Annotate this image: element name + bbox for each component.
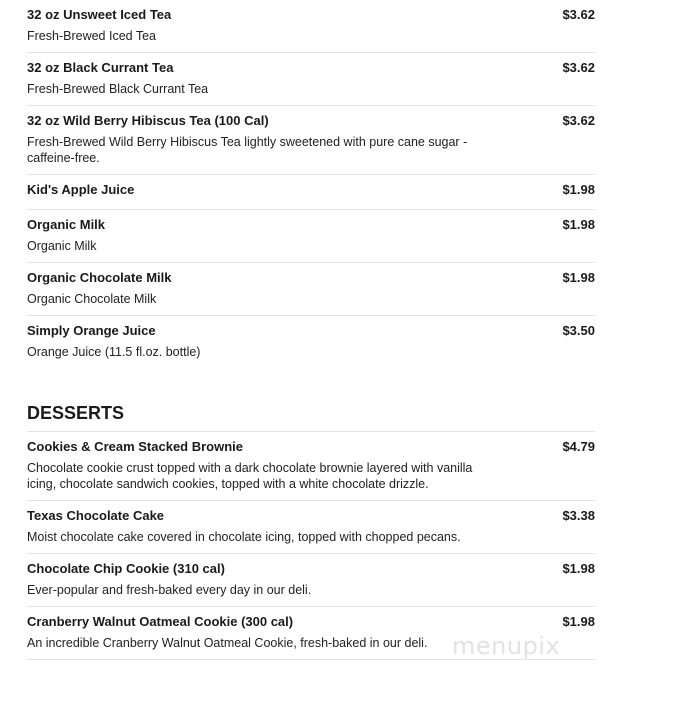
item-description: Fresh-Brewed Iced Tea [27,29,156,43]
item-name: Kid's Apple Juice [27,182,135,197]
item-description: Ever-popular and fresh-baked every day in our deli. [27,583,312,597]
item-description: Fresh-Brewed Black Currant Tea [27,82,209,96]
menu-list [27,0,595,660]
item-price: $3.38 [562,508,595,523]
item-price: $1.98 [562,270,595,285]
item-name: Cookies & Cream Stacked Brownie [27,439,244,454]
item-description: Organic Milk [27,239,97,253]
item-name: 32 oz Unsweet Iced Tea [27,7,172,22]
item-price: $1.98 [562,561,595,576]
item-price: $1.98 [562,614,595,629]
menu-item [27,263,595,316]
item-name: Cranberry Walnut Oatmeal Cookie (300 cal) [27,614,294,629]
menu-item [27,106,595,175]
menu-item [27,501,595,554]
item-description: Organic Chocolate Milk [27,292,157,306]
item-description: An incredible Cranberry Walnut Oatmeal Cookie, fresh-baked in our deli. [27,636,428,650]
item-price: $3.62 [562,60,595,75]
item-name: 32 oz Wild Berry Hibiscus Tea (100 Cal) [27,113,269,128]
item-description: Fresh-Brewed Wild Berry Hibiscus Tea lightly sweetened with pure cane sugar - caffeine-free. [27,135,468,165]
menu-item [27,316,595,368]
menu-item [27,175,595,210]
menu-item [27,53,595,106]
item-name: Organic Chocolate Milk [27,270,172,285]
item-price: $3.62 [562,7,595,22]
item-price: $3.62 [562,113,595,128]
menupix-watermark: menupix [452,632,561,660]
item-description: Moist chocolate cake covered in chocolate icing, topped with chopped pecans. [27,530,461,544]
item-price: $3.50 [562,323,595,338]
item-name: Chocolate Chip Cookie (310 cal) [27,561,225,576]
item-name: Texas Chocolate Cake [27,508,165,523]
item-name: Organic Milk [27,217,106,232]
menu-item [27,554,595,607]
item-price: $4.79 [562,439,595,454]
menu-item [27,0,595,53]
item-name: Simply Orange Juice [27,323,156,338]
item-description: Orange Juice (11.5 fl.oz. bottle) [27,345,201,359]
menu-item [27,210,595,263]
section-title-desserts: DESSERTS [27,402,595,432]
item-name: 32 oz Black Currant Tea [27,60,174,75]
item-description: Chocolate cookie crust topped with a dark chocolate brownie layered with vanilla icing, chocolate sandwich cookies, topped with a white chocolate drizzle. [27,461,473,491]
item-price: $1.98 [562,182,595,197]
menu-item [27,432,595,501]
item-price: $1.98 [562,217,595,232]
